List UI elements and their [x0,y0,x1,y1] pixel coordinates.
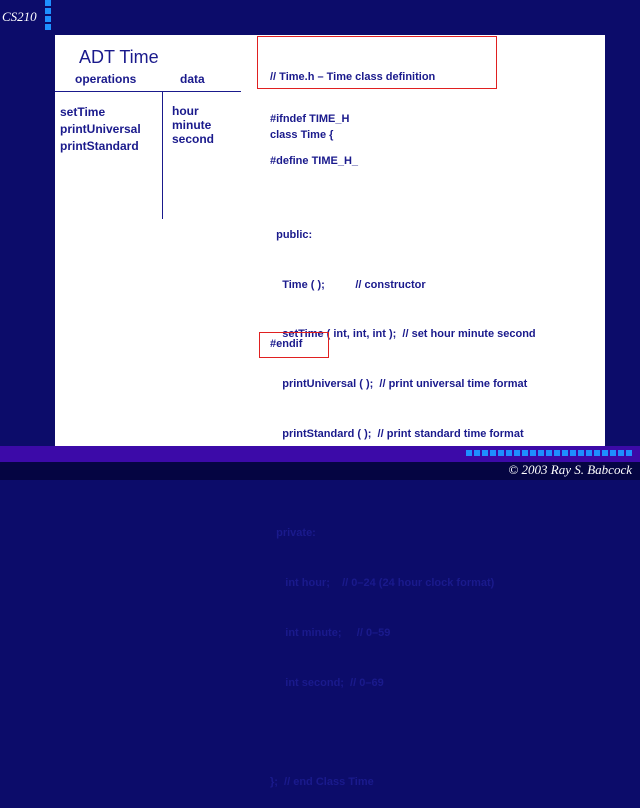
operations-list [60,104,141,155]
code-line: int hour; // 0–24 (24 hour clock format) [270,577,495,590]
code-line: #ifndef TIME_H [270,113,350,125]
decorative-dots-top [45,0,53,32]
copyright-notice: © 2003 Ray S. Babcock [508,462,632,477]
code-line: setTime ( int, int, int ); // set hour minute second [270,328,536,341]
data-item: second [172,132,215,146]
code-line: int minute; // 0–59 [270,627,391,639]
operations-header: operations [75,72,137,86]
code-line: public: [270,228,313,241]
adt-title: ADT Time [79,47,159,67]
decorative-dots-bottom [466,450,640,458]
data-item: hour [172,104,199,118]
code-line: int second; // 0–69 [270,676,384,689]
code-line: private: [270,527,316,540]
code-line: // Time.h – Time class definition [270,71,436,83]
operation-item: printUniversal [60,122,141,136]
code-line: }; // end Class Time [270,776,374,789]
code-line [270,177,536,194]
data-list [172,104,214,146]
operation-item: setTime [60,105,106,119]
table-divider-horizontal [55,91,241,92]
data-item: minute [172,118,212,132]
code-line: printUniversal ( ); // print universal time format [270,378,528,391]
data-header: data [180,72,205,86]
table-divider-vertical [162,92,163,219]
code-line: #define TIME_H_ [270,155,359,167]
endif-code: #endif [270,338,303,350]
code-line: Time ( ); // constructor [270,278,426,291]
code-line [270,725,536,742]
operation-item: printStandard [60,139,139,153]
course-badge: CS210 [2,9,37,24]
code-line: printStandard ( ); // print standard time format [270,427,524,440]
code-line: class Time { [270,129,334,142]
